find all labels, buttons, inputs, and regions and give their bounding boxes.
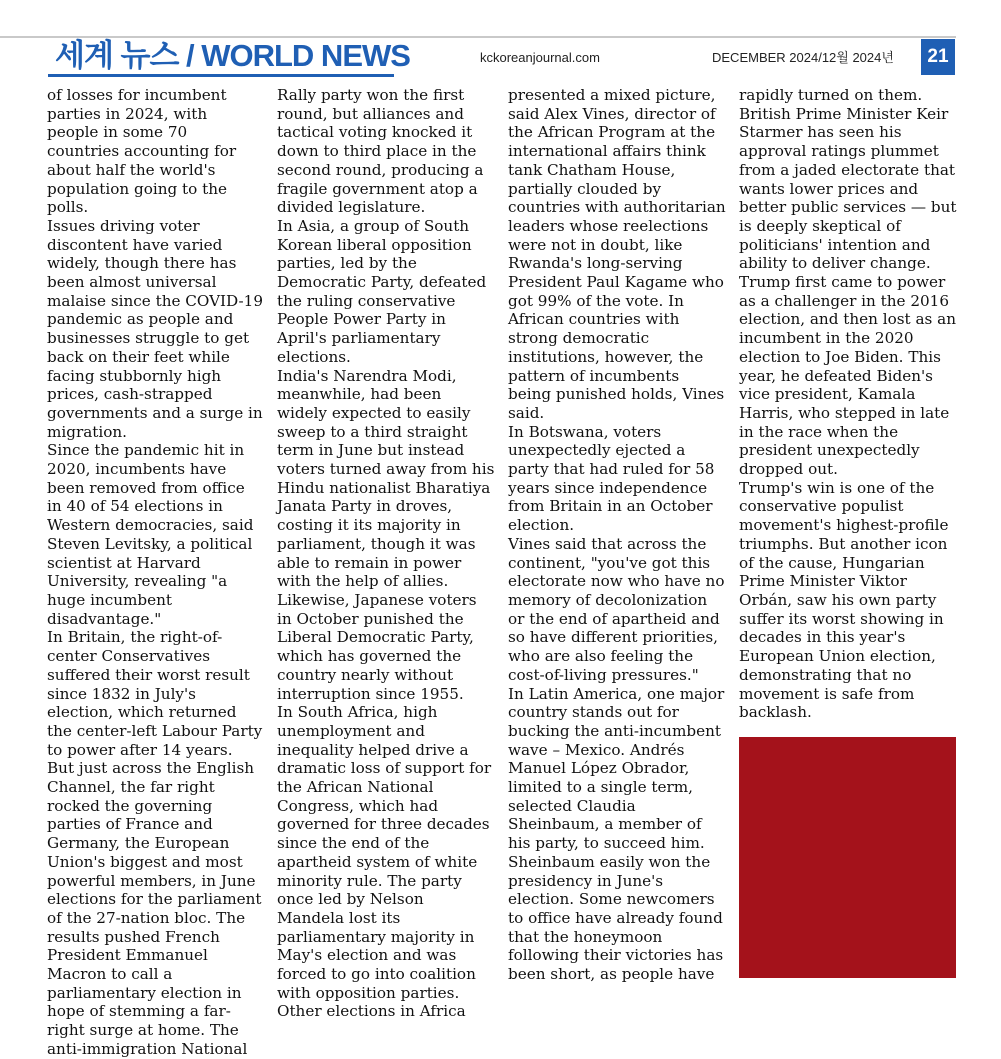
paragraph: Other elections in Africa [277,1002,466,1021]
article-column-2 [277,86,495,1021]
paragraph: In South Africa, high unemployment and inequality helped drive a dramatic loss of support for the African National Congress, which had governed for three decades since the end of the apartheid system of white minority rule. The party once led by Nelson Mandela lost its parliamentary majority in May's election and was forced to go into coalition with opposition parties. [277,703,492,1002]
article-column-1 [47,86,263,1059]
paragraph: In Latin America, one major country stands out for bucking the anti-incumbent wave – Mexico. Andrés Manuel López Obrador, limited to a single term, selected Claudia Sheinbaum, a member of his party, to succeed him. Sheinbaum easily won the presidency in June's election. Some newcomers to office have already found that the honeymoon following their victories has been short, as people have [508,684,725,984]
page-number: 21 [921,39,955,75]
paragraph: But just across the English Channel, the far right rocked the governing parties of France and Germany, the European Union's biggest and most powerful members, in June elections for the parliament of the 27-nation bloc. The results pushed French President Emmanuel Macron to call a parliamentary election in hope of stemming a far-right surge at home. The anti-immigration National [47,759,262,1058]
issue-date: DECEMBER 2024/12월 2024년 [712,50,894,65]
paragraph: rapidly turned on them. British Prime Minister Keir Starmer has seen his approval ratings plummet from a jaded electorate that wants lower prices and better public services — but is deeply skeptical of politicians' intention and ability to deliver change. [739,86,957,273]
paragraph: In Asia, a group of South Korean liberal opposition parties, led by the Democratic Party, defeated the ruling conservative People Power Party in April's parliamentary elections. [277,216,487,366]
paragraph: Likewise, Japanese voters in October punished the Liberal Democratic Party, which has governed the country nearly without interruption since 1955. [277,590,477,703]
paragraph: Issues driving voter discontent have varied widely, though there has been almost universal malaise since the COVID-19 pandemic as people and businesses struggle to get back on their feet while facing stubbornly high prices, cash-strapped governments and a surge in migration. [47,216,263,441]
paragraph: Trump first came to power as a challenger in the 2016 election, and then lost as an incumbent in the 2020 election to Joe Biden. This year, he defeated Biden's vice president, Kamala Harris, who stepped in late in the race when the president unexpectedly dropped out. [739,273,956,479]
paragraph: India's Narendra Modi, meanwhile, had been widely expected to easily sweep to a third straight term in June but instead voters turned away from his Hindu nationalist Bharatiya Janata Party in droves, costing it its majority in parliament, though it was able to remain in power with the help of allies. [277,366,495,591]
photo-placeholder [739,737,956,978]
paragraph: Trump's win is one of the conservative populist movement's highest-profile triumphs. But another icon of the cause, Hungarian Prime Minister Viktor Orbán, saw his own party suffer its worst showing in decades in this year's European Union election, demonstrating that no movement is safe from backlash. [739,478,949,722]
paragraph: In Britain, the right-of-center Conservatives suffered their worst result since 1832 in July's election, which returned the center-left Labour Party to power after 14 years. [47,628,263,759]
site-url: kckoreanjournal.com [480,50,600,65]
paragraph: In Botswana, voters unexpectedly ejected a party that had ruled for 58 years since independence from Britain in an October election. [508,422,715,535]
paragraph: presented a mixed picture, said Alex Vines, director of the African Program at the international affairs think tank Chatham House, partially clouded by countries with authoritarian leaders whose reelections were not in doubt, like Rwanda's long-serving President Paul Kagame who got 99% of the vote. In African countries with strong democratic institutions, however, the pattern of incumbents being punished holds, Vines said. [508,86,726,422]
section-title-underline [48,74,394,77]
paragraph: Rally party won the first round, but alliances and tactical voting knocked it down to third place in the second round, producing a fragile government atop a divided legislature. [277,86,484,217]
paragraph: Vines said that across the continent, "you've got this electorate now who have no memory of decolonization or the end of apartheid and so have different priorities, who are also feeling the cost-of-living pressures." [508,534,725,684]
paragraph: Since the pandemic hit in 2020, incumbents have been removed from office in 40 of 54 elections in Western democracies, said Steven Levitsky, a political scientist at Harvard University, revealing "a huge incumbent disadvantage." [47,441,254,628]
paragraph: of losses for incumbent parties in 2024, with people in some 70 countries accounting for about half the world's population going to the polls. [47,86,237,217]
article-column-4 [739,86,957,722]
article-column-3 [508,86,726,984]
section-title: 세계 뉴스 / WORLD NEWS [55,38,410,73]
